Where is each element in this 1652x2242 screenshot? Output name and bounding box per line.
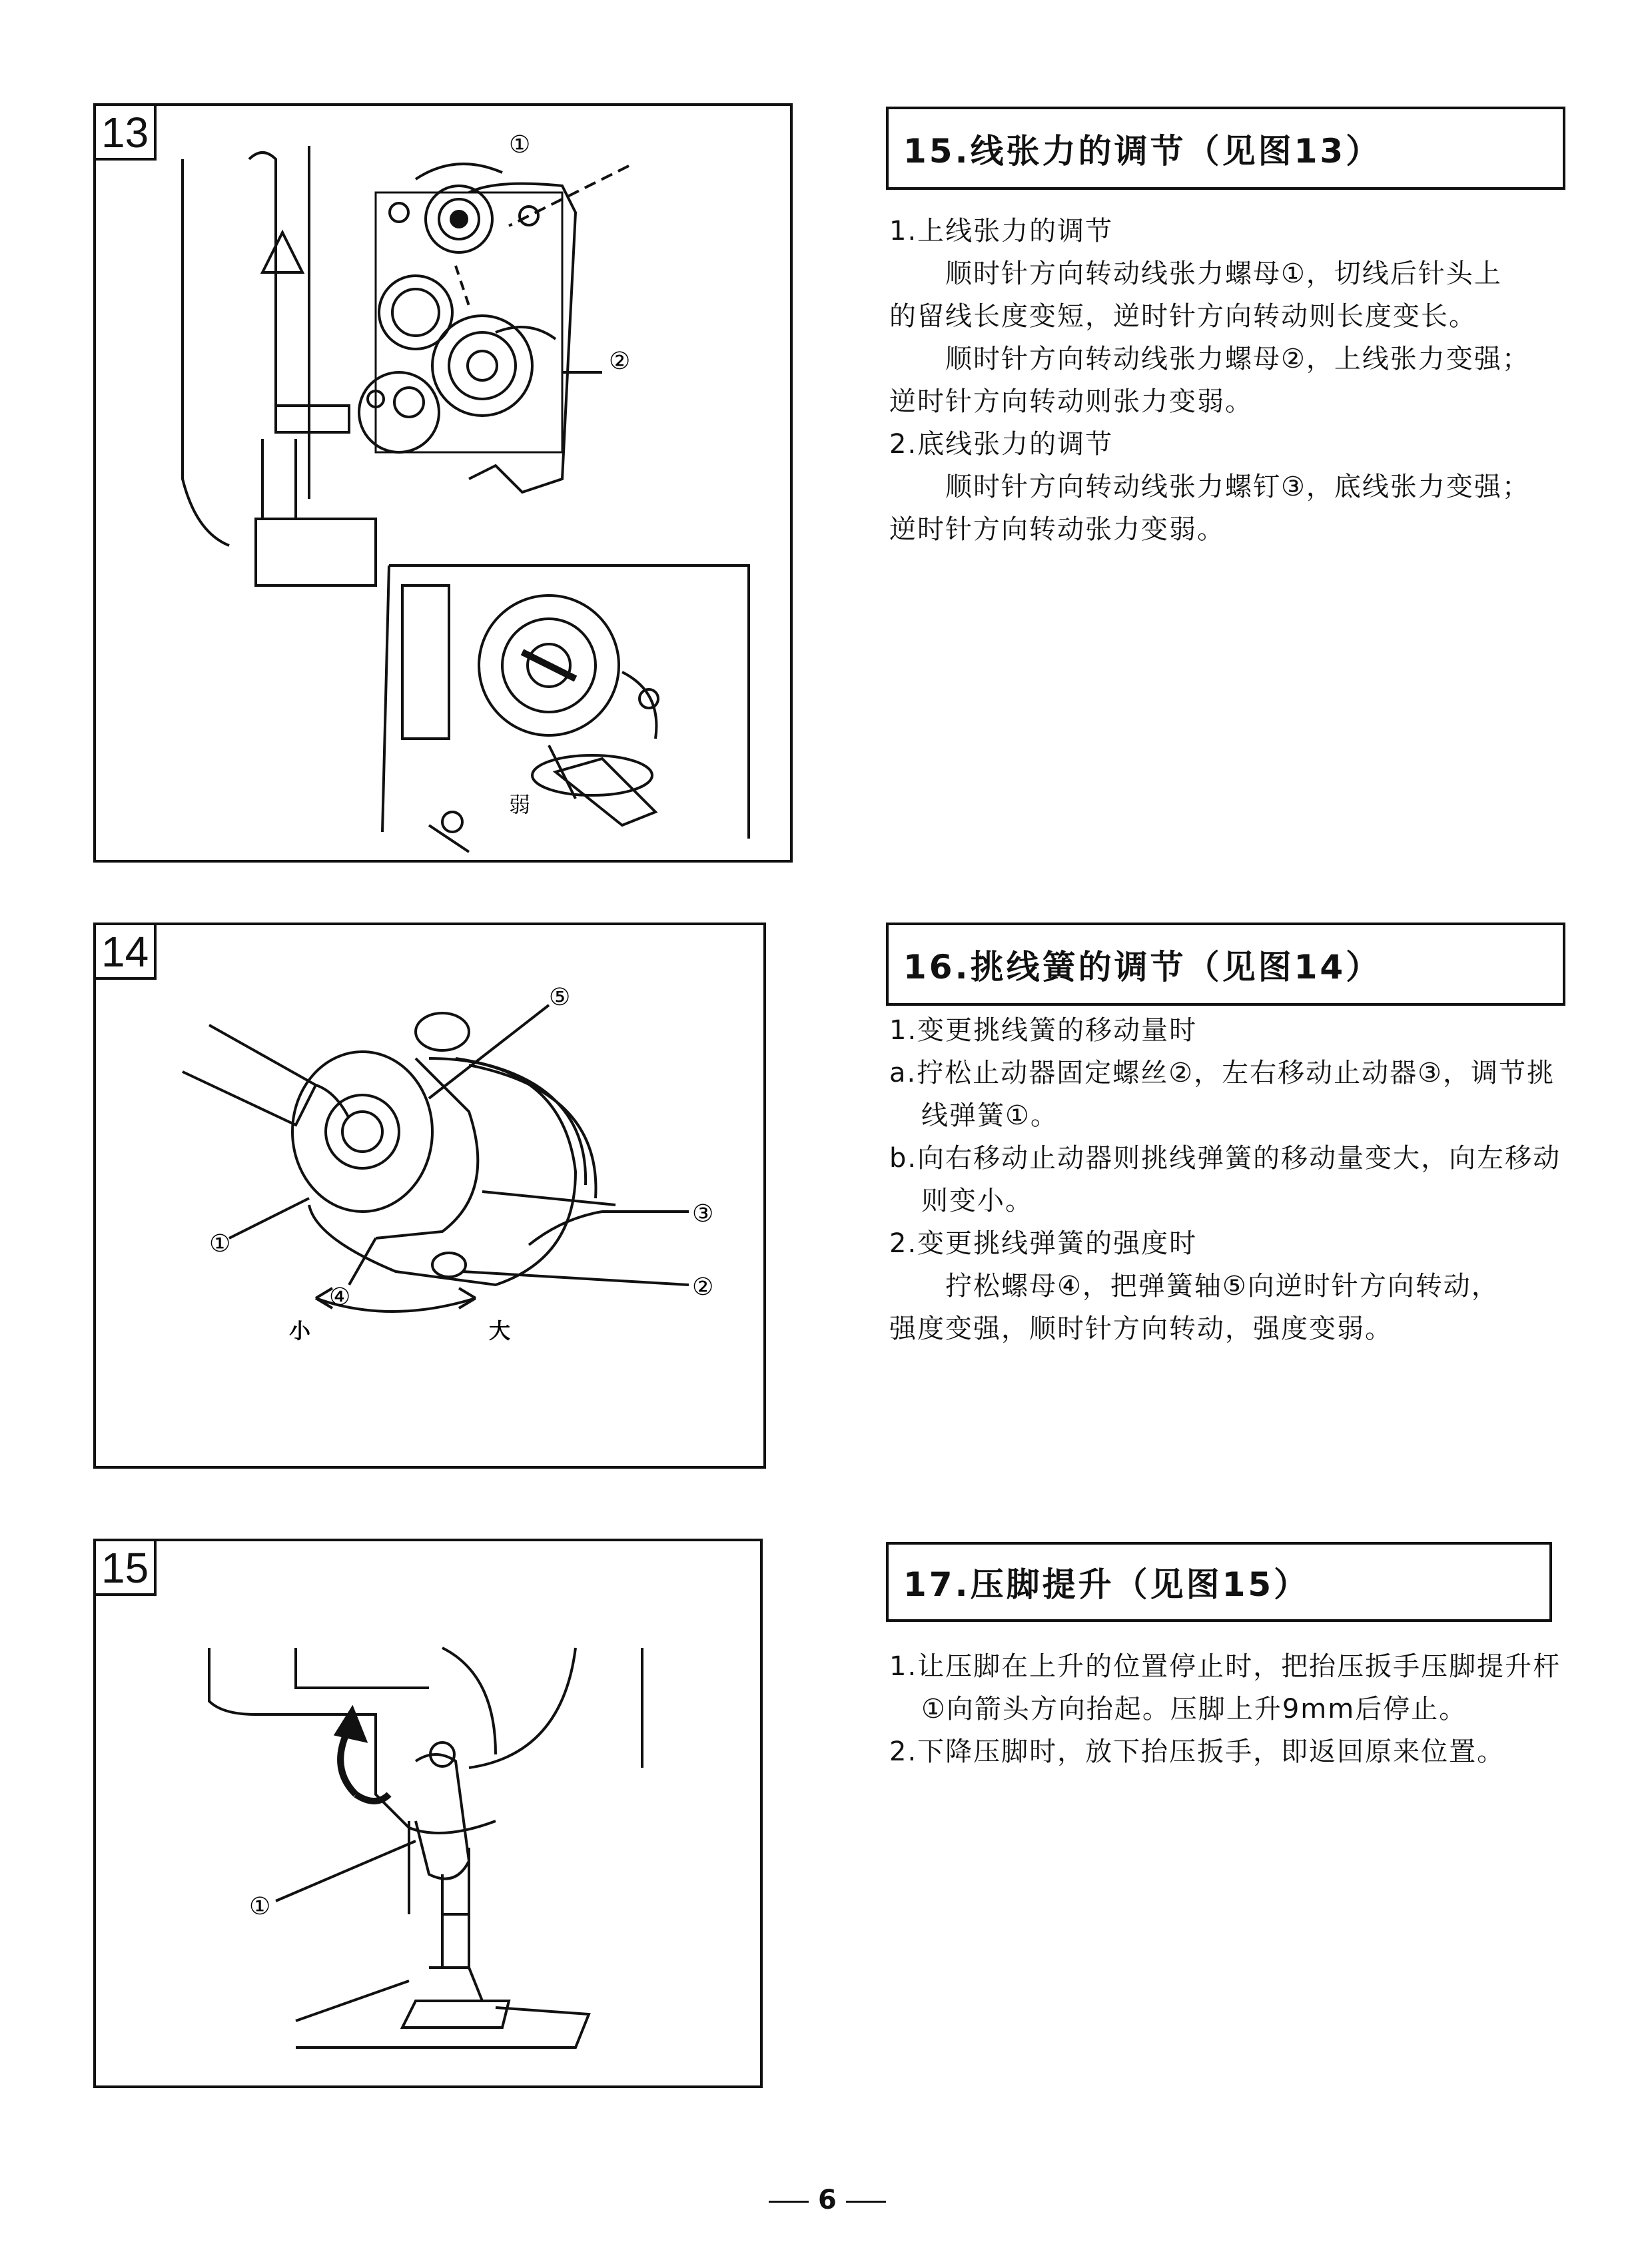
figure-14-illustration bbox=[96, 925, 769, 1471]
figure-14-number: 14 bbox=[96, 925, 157, 980]
section-15-line-4: 顺时针方向转动线张力螺母②，上线张力变强； bbox=[945, 344, 1530, 374]
section-17-line-1: 1.让压脚在上升的位置停止时，把抬压扳手压脚提升杆①向箭头方向抬起。压脚上升9mm后停止。 bbox=[889, 1651, 1561, 1724]
figure-15-number: 15 bbox=[96, 1541, 157, 1596]
section-15-line-5: 逆时针方向转动则张力变弱。 bbox=[889, 386, 1253, 417]
section-16-heading: 16.挑线簧的调节（见图14） bbox=[886, 923, 1565, 1006]
figure-14 bbox=[93, 923, 766, 1469]
section-17-heading: 17.压脚提升（见图15） bbox=[886, 1542, 1552, 1622]
section-15-line-1: 1.上线张力的调节 bbox=[889, 216, 1114, 246]
fig14-label-4: ④ bbox=[329, 1284, 351, 1311]
fig14-label-2: ② bbox=[692, 1274, 714, 1301]
fig14-label-5: ⑤ bbox=[549, 984, 571, 1011]
section-15-line-6: 2.底线张力的调节 bbox=[889, 429, 1114, 460]
section-17-line-2: 2.下降压脚时，放下抬压扳手，即返回原来位置。 bbox=[889, 1736, 1505, 1767]
figure-15-illustration bbox=[96, 1541, 765, 2091]
figure-13 bbox=[93, 103, 793, 863]
fig14-label-small: 小 bbox=[289, 1318, 311, 1343]
section-16-line-5: 拧松螺母④，把弹簧轴⑤向逆时针方向转动， bbox=[945, 1271, 1499, 1302]
fig14-label-big: 大 bbox=[489, 1318, 511, 1343]
figure-13-illustration bbox=[96, 106, 795, 865]
section-16-line-6: 强度变强，顺时针方向转动，强度变弱。 bbox=[889, 1313, 1393, 1344]
section-17-body bbox=[889, 1645, 1575, 1773]
fig13-label-1: ① bbox=[509, 131, 531, 159]
fig14-label-3: ③ bbox=[692, 1200, 714, 1228]
fig14-label-1: ① bbox=[209, 1230, 231, 1258]
section-15-line-8: 逆时针方向转动张力变弱。 bbox=[889, 514, 1225, 545]
page-number-dash-right bbox=[846, 2201, 886, 2203]
section-15-line-7: 顺时针方向转动线张力螺钉③，底线张力变强； bbox=[945, 472, 1530, 502]
section-15-body bbox=[889, 210, 1575, 551]
figure-13-number: 13 bbox=[96, 106, 157, 161]
fig13-label-weak: 弱 bbox=[509, 792, 531, 817]
section-16-line-1: 1.变更挑线簧的移动量时 bbox=[889, 1015, 1198, 1046]
section-15-line-2: 顺时针方向转动线张力螺母①，切线后针头上 bbox=[945, 258, 1502, 289]
section-16-body bbox=[889, 1009, 1575, 1350]
section-16-line-2: a.拧松止动器固定螺丝②，左右移动止动器③，调节挑线弹簧①。 bbox=[889, 1058, 1555, 1131]
figure-15 bbox=[93, 1539, 763, 2088]
page-number bbox=[759, 2185, 895, 2215]
section-16-line-3: b.向右移动止动器则挑线弹簧的移动量变大，向左移动则变小。 bbox=[889, 1143, 1561, 1216]
section-15-heading: 15.线张力的调节（见图13） bbox=[886, 107, 1565, 190]
page-number-value: 6 bbox=[818, 2185, 837, 2215]
page-number-dash-left bbox=[769, 2201, 809, 2203]
section-16-line-4: 2.变更挑线弹簧的强度时 bbox=[889, 1228, 1198, 1259]
section-15-line-3: 的留线长度变短，逆时针方向转动则长度变长。 bbox=[889, 301, 1477, 332]
fig13-label-2: ② bbox=[609, 348, 631, 375]
fig15-label-1: ① bbox=[249, 1893, 271, 1920]
